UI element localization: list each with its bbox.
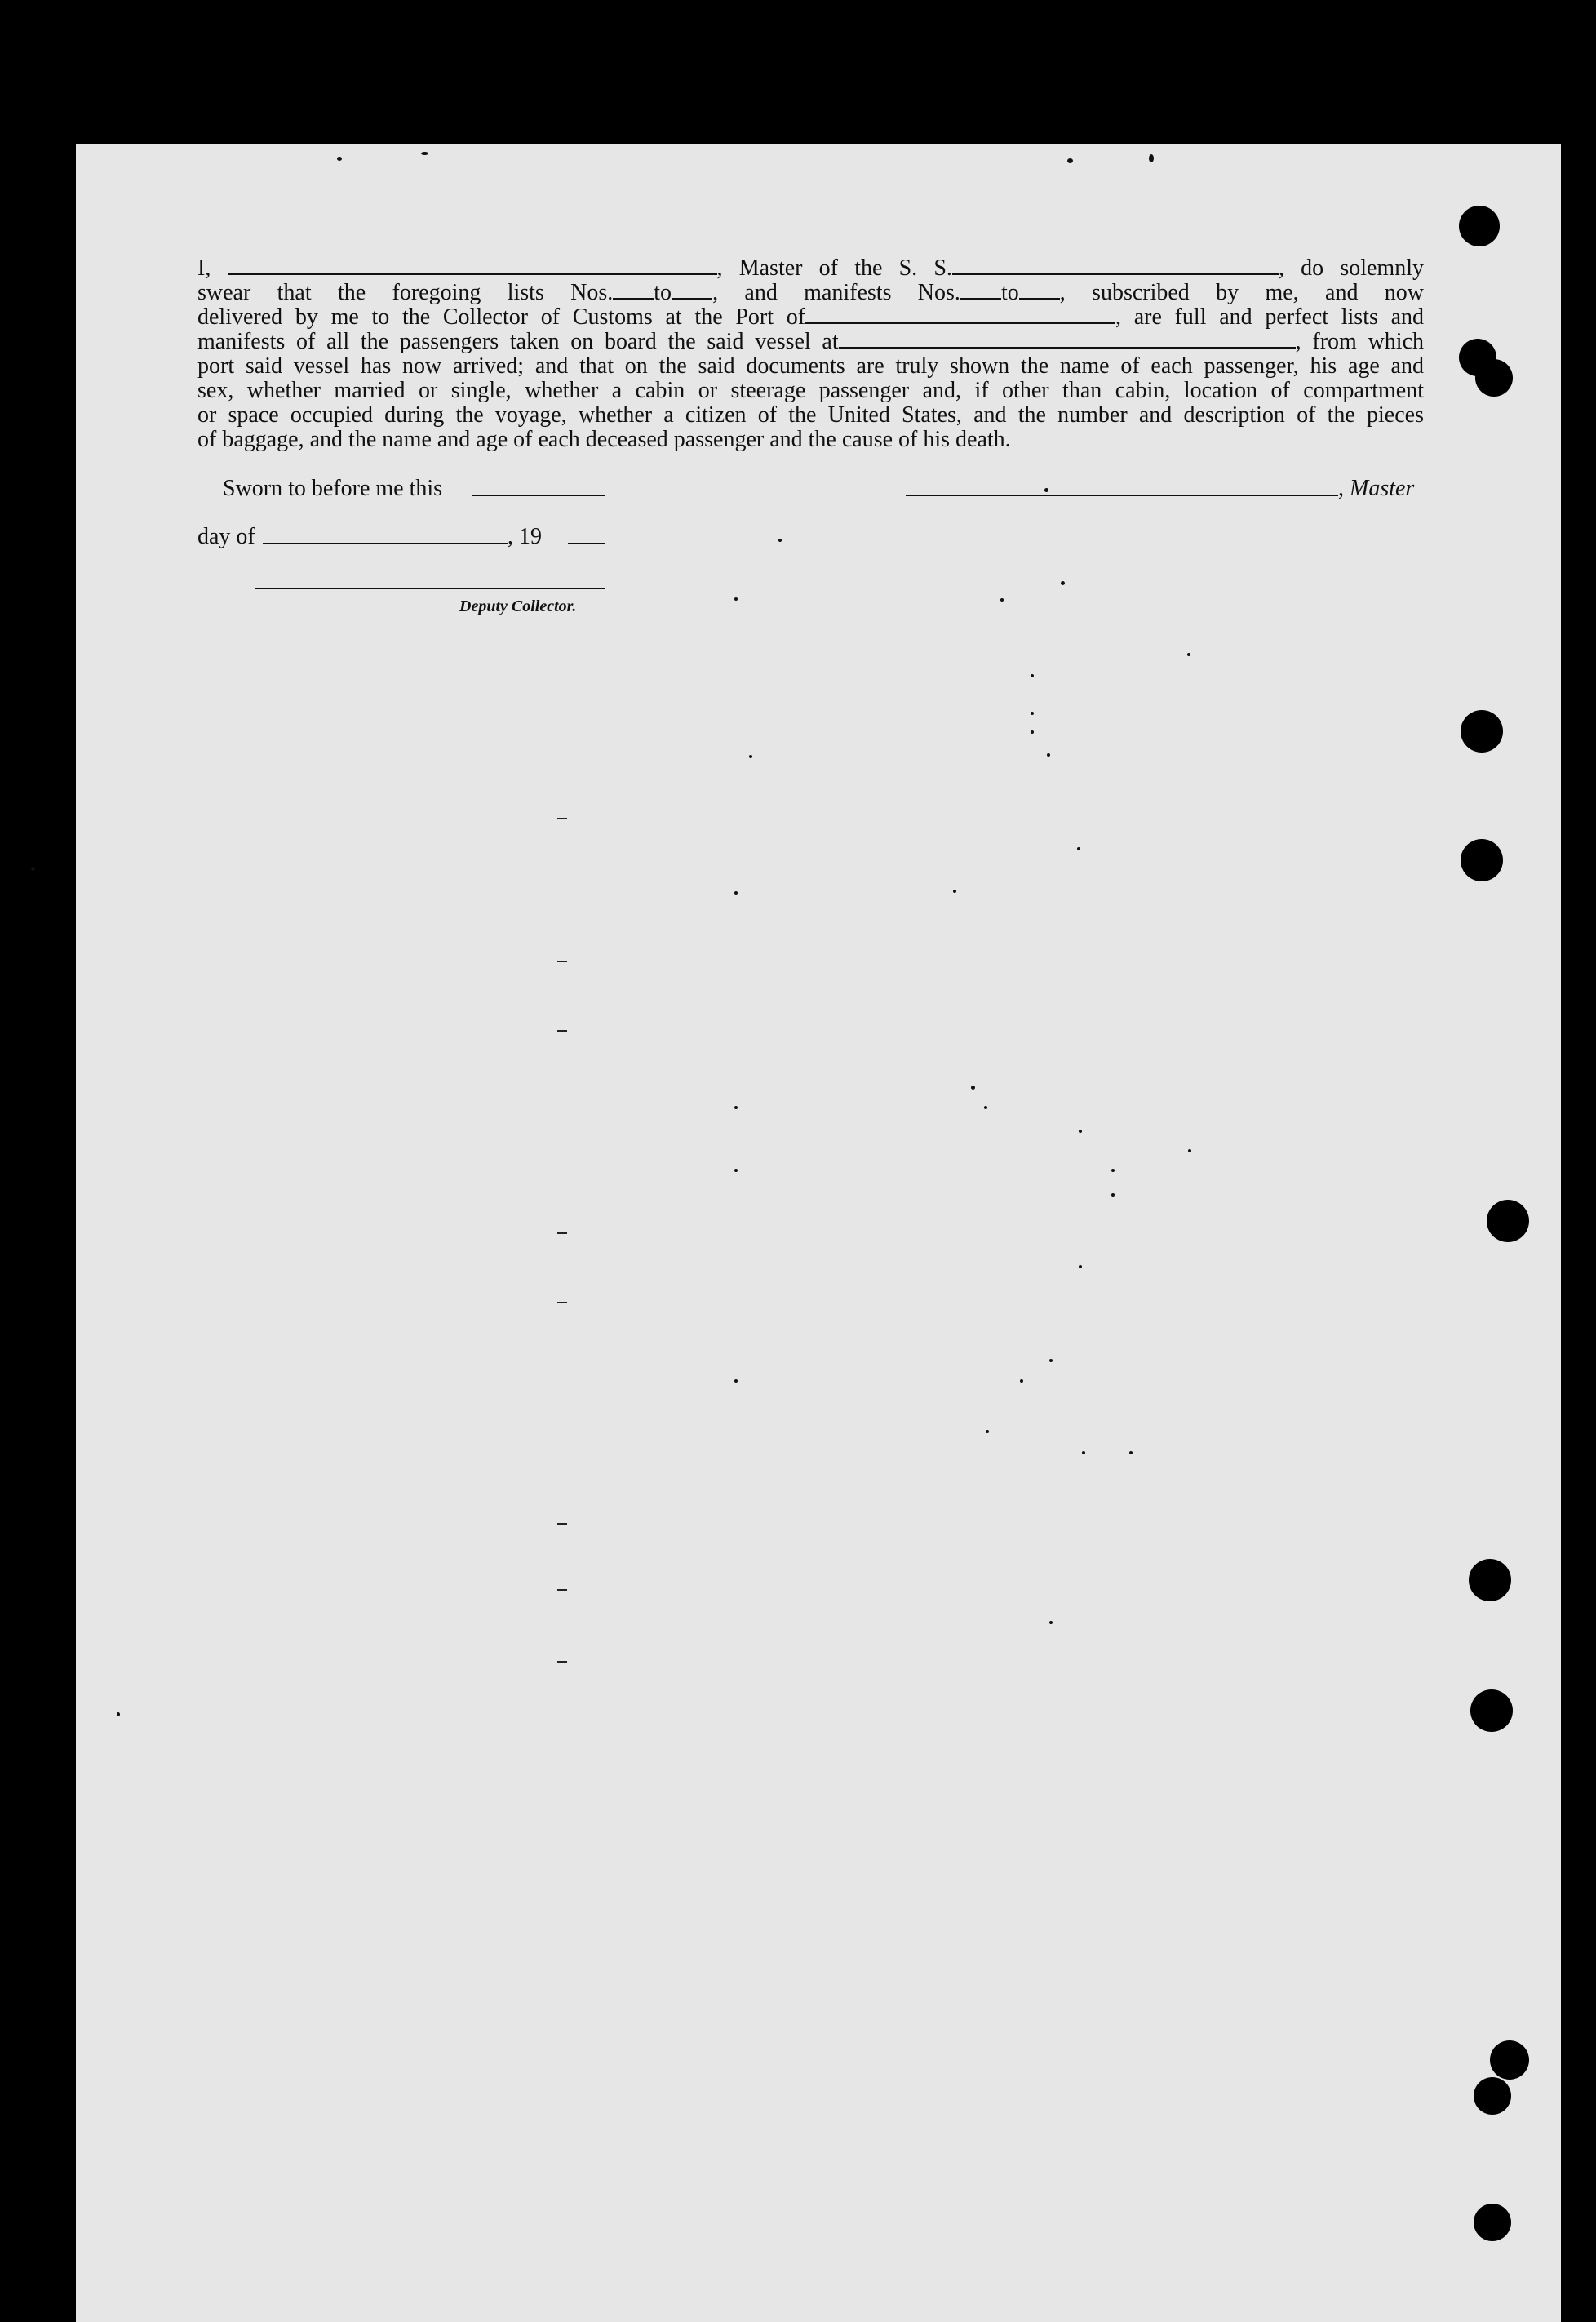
oath-line-4: manifests of all the passengers taken on board the said vessel at , from which (197, 329, 1424, 354)
speck (1031, 730, 1034, 734)
list-to-blank[interactable] (672, 282, 712, 300)
year-label: , 19 (508, 524, 542, 549)
speck (1031, 712, 1034, 715)
dash-mark (557, 1030, 567, 1032)
port-blank[interactable] (805, 306, 1115, 324)
speck (1044, 488, 1048, 492)
speck (1188, 1149, 1191, 1152)
sworn-day-blank[interactable] (472, 495, 605, 496)
speck (1077, 847, 1080, 850)
punch-hole-icon (1461, 710, 1503, 753)
speck (953, 890, 956, 893)
speck (1187, 653, 1190, 656)
year-blank[interactable] (568, 543, 605, 544)
speck (971, 1086, 975, 1090)
speck (1079, 1130, 1082, 1133)
speck (984, 1106, 987, 1109)
oath-line-6: sex, whether married or single, whether a cabin or steerage passenger and, if other than cabin, location of compartment (197, 378, 1424, 403)
list-from-blank[interactable] (613, 282, 654, 300)
punch-hole-icon (1470, 1689, 1513, 1732)
sworn-label: Sworn to before me this (223, 476, 443, 501)
punch-hole-icon (1487, 1200, 1529, 1242)
speck (749, 755, 752, 758)
month-blank[interactable] (263, 543, 508, 544)
speck (1000, 598, 1004, 602)
oath-paragraph (197, 256, 1424, 452)
speck (1111, 1169, 1115, 1172)
document-page (76, 144, 1561, 2322)
dash-mark (557, 1232, 567, 1234)
punch-hole-icon (1475, 359, 1513, 397)
punch-hole-icon (1469, 1559, 1511, 1601)
speck (1031, 674, 1034, 677)
speck (734, 1379, 738, 1383)
oath-line-7: or space occupied during the voyage, whether a citizen of the United States, and the number and description of the pieces (197, 402, 1424, 428)
speck (1079, 1265, 1082, 1268)
oath-line-2: swear that the foregoing lists Nos. to , and manifests Nos. to , subscribed by me, and now (197, 280, 1425, 305)
ship-name-blank[interactable] (952, 257, 1279, 275)
master-signature-line[interactable] (906, 495, 1338, 496)
speck (1082, 1451, 1085, 1454)
master-name-blank[interactable] (228, 257, 717, 275)
departure-port-blank[interactable] (839, 331, 1296, 349)
speck (734, 597, 738, 601)
punch-hole-icon (1459, 206, 1500, 246)
dash-mark (557, 1661, 567, 1663)
punch-hole-icon (1474, 2077, 1511, 2115)
speck (1129, 1451, 1133, 1454)
speck (1049, 1359, 1053, 1362)
speck (1149, 154, 1154, 162)
speck (1067, 158, 1073, 163)
oath-line-1: I, , Master of the S. S. , do solemnly (197, 255, 1424, 281)
speck (337, 157, 342, 161)
speck (986, 1430, 989, 1433)
dash-mark (557, 1523, 567, 1525)
speck (734, 1106, 738, 1109)
punch-hole-icon (1490, 2040, 1529, 2080)
oath-line-5: port said vessel has now arrived; and that on the said documents are truly shown the name of each passenger, his age and (197, 353, 1424, 379)
manifest-from-blank[interactable] (960, 282, 1001, 300)
manifest-to-blank[interactable] (1019, 282, 1060, 300)
master-label: , Master (1338, 476, 1415, 501)
dash-mark (557, 1589, 567, 1591)
speck (1049, 1621, 1053, 1624)
speck (1020, 1379, 1023, 1383)
speck (1047, 753, 1050, 757)
punch-hole-icon (1474, 2204, 1511, 2241)
deputy-collector-signature-line[interactable] (255, 588, 605, 589)
oath-line-3: delivered by me to the Collector of Customs at the Port of , are full and perfect lists and (197, 304, 1424, 330)
speck (778, 539, 782, 542)
dash-mark (557, 961, 567, 962)
oath-line-8: of baggage, and the name and age of each deceased passenger and the cause of his death. (197, 427, 1011, 452)
speck (734, 1169, 738, 1172)
speck (117, 1712, 120, 1716)
speck (421, 152, 428, 155)
speck (1061, 581, 1065, 585)
speck (31, 867, 35, 871)
dash-mark (557, 1302, 567, 1303)
deputy-collector-label: Deputy Collector. (459, 597, 577, 615)
day-of-label: day of (197, 524, 255, 549)
dash-mark (557, 818, 567, 819)
speck (1111, 1193, 1115, 1197)
punch-hole-icon (1461, 839, 1503, 881)
speck (734, 891, 738, 895)
